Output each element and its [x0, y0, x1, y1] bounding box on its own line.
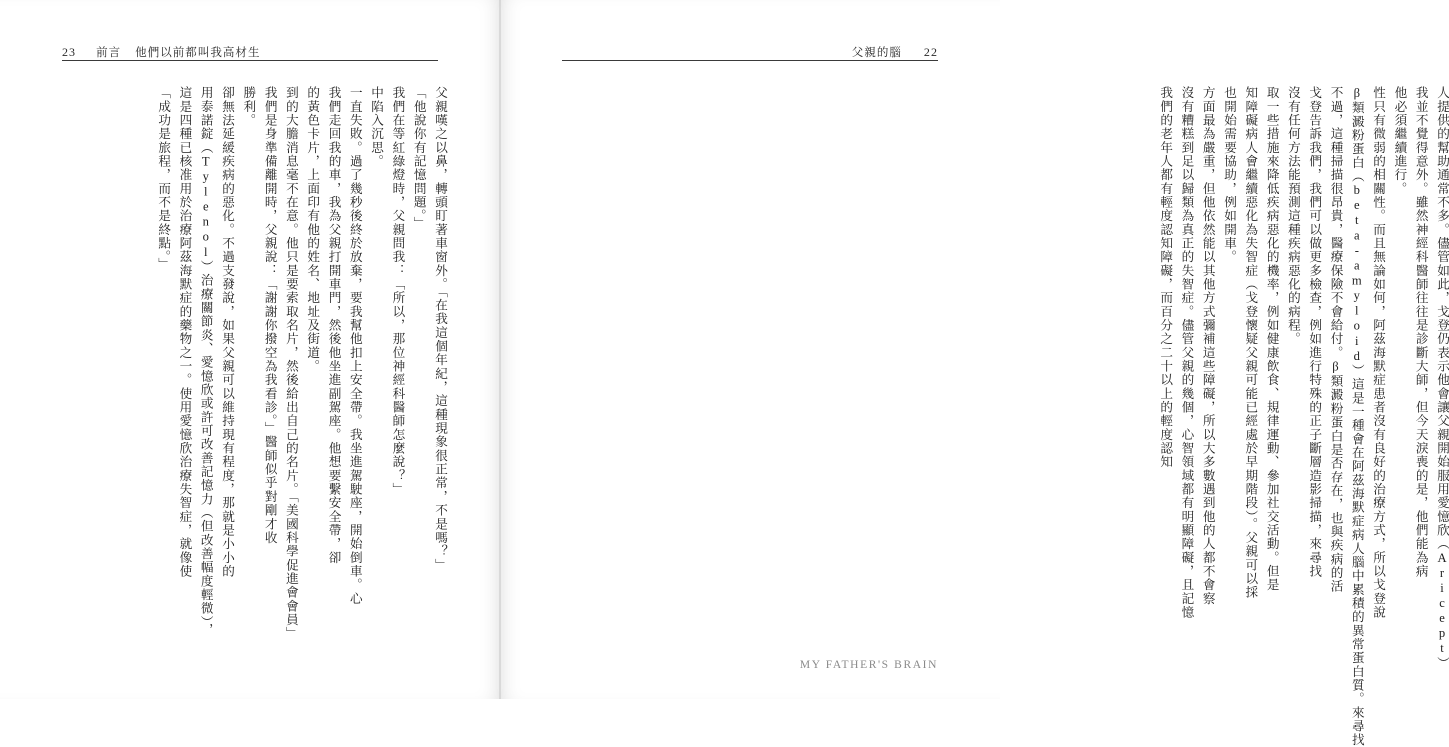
text-line: 我們走回我的車，我為父親打開車門，然後他坐進副駕座。他想要繫安全帶，卻 — [326, 86, 341, 565]
text-line: 「他說你有記憶問題。」 — [411, 86, 426, 231]
book-title-footer: MY FATHER'S BRAIN — [799, 659, 938, 671]
chapter-info — [96, 44, 260, 60]
header-rule-right — [562, 60, 938, 61]
folio-right: 22 — [923, 45, 938, 59]
header-rule-left — [62, 60, 438, 61]
body-text-right — [1056, 86, 1449, 747]
running-head-left — [62, 44, 261, 60]
text-line: 父親嘆之以鼻，轉頭盯著車窗外。「在我這個年紀，這種現象很正常，不是嗎？」 — [433, 86, 447, 572]
text-line: 我們在等紅綠燈時，父親問我：「所以，那位神經科醫師怎麼說？」 — [390, 86, 405, 497]
text-line: 方面最為嚴重，但他依然能以其他方式彌補這些障礙，所以大多數遇到他的人都不會察 — [1200, 86, 1215, 606]
text-line: 這是四種已核准用於治療阿茲海默症的藥物之一。使用愛憶欣治療失智症，就像使 — [177, 86, 192, 579]
text-line: 性只有微弱的相關性。而且無論如何，阿茲海默症患者沒有良好的治療方式，所以戈登說 — [1371, 86, 1386, 620]
text-line: 也開始需要協助，例如開車。 — [1222, 86, 1237, 264]
text-line: 取一些措施來降低疾病惡化的機率，例如健康飲食、規律運動、參加社交活動。但是 — [1264, 86, 1279, 592]
page-right — [500, 0, 1449, 747]
text-line: 我並不覺得意外。雖然神經科醫師往往是診斷大師，但今天淚喪的是，他們能為病 — [1413, 86, 1428, 579]
text-line: 到的大膽消息毫不在意。他只是要索取名片，然後給出自己的名片。「美國科學促進會會員」 — [283, 86, 298, 641]
chapter-label: 前言 — [96, 47, 122, 59]
running-title: 父親的腦 — [851, 47, 902, 59]
text-line: 沒有任何方法能預測這種疾病惡化的病程。 — [1285, 86, 1300, 346]
chapter-title: 他們以前都叫我高材生 — [135, 47, 261, 59]
text-line: 我們的老年人都有輕度認知障礙，而百分之二十以上的輕度認知 — [1158, 86, 1173, 469]
text-line: 勝利。 — [241, 86, 256, 128]
text-line: 戈登告訴我們，我們可以做更多檢查，例如進行特殊的正子斷層造影掃描，來尋找 — [1307, 86, 1322, 579]
text-line: β類澱粉蛋白（beta-amyloid）這是一種會在阿茲海默症病人腦中累積的異常蛋白質。來尋找 — [1349, 86, 1364, 747]
text-line: 我們是身準備離開時，父親說：「謝謝你撥空為我看診。」醫師似乎對剛才收 — [262, 86, 277, 545]
text-line: 沒有糟糕到足以歸類為真正的失智症。儘管父親的幾個，心智領域都有明顯障礙，且記憶 — [1179, 86, 1194, 620]
running-head-right — [852, 44, 938, 60]
text-line: 不過，這種掃描很昂貴，醫療保險不會給付。β類澱粉蛋白是否存在，也與疾病的活 — [1328, 86, 1343, 594]
text-line: 中陷入沉思。 — [369, 86, 384, 169]
text-line: 一直失敗。過了幾秒後終於放棄，要我幫他扣上安全帶。我坐進駕駛座，開始倒車。心 — [347, 86, 362, 606]
text-line: 「成功是旅程，而不是終點。」 — [156, 86, 171, 272]
text-line: 他必須繼續進行。 — [1392, 86, 1407, 196]
body-text-left — [54, 86, 446, 646]
text-line: 的黃色卡片，上面印有他的姓名、地址及街道。 — [305, 86, 320, 374]
text-line: 卻無法延緩疾病的惡化。不過支發說，如果父親可以維持現有程度，那就是小小的 — [220, 86, 235, 579]
folio-left: 23 — [62, 45, 77, 59]
page-gutter — [499, 0, 501, 699]
text-line: 用泰諾錠（Tylenol）治療關節炎、愛憶欣或許可改善記憶力（但改善幅度輕微）， — [198, 86, 213, 637]
page-left — [0, 0, 500, 699]
text-line: 人提供的幫助通常不多。儘管如此，戈登仍表示他會讓父親開始服用愛憶欣（Aricept） — [1435, 86, 1449, 670]
text-line: 知障礙病人會繼續惡化為失智症（戈登懷疑父親可能已經處於早期階段）。父親可以採 — [1243, 86, 1258, 600]
